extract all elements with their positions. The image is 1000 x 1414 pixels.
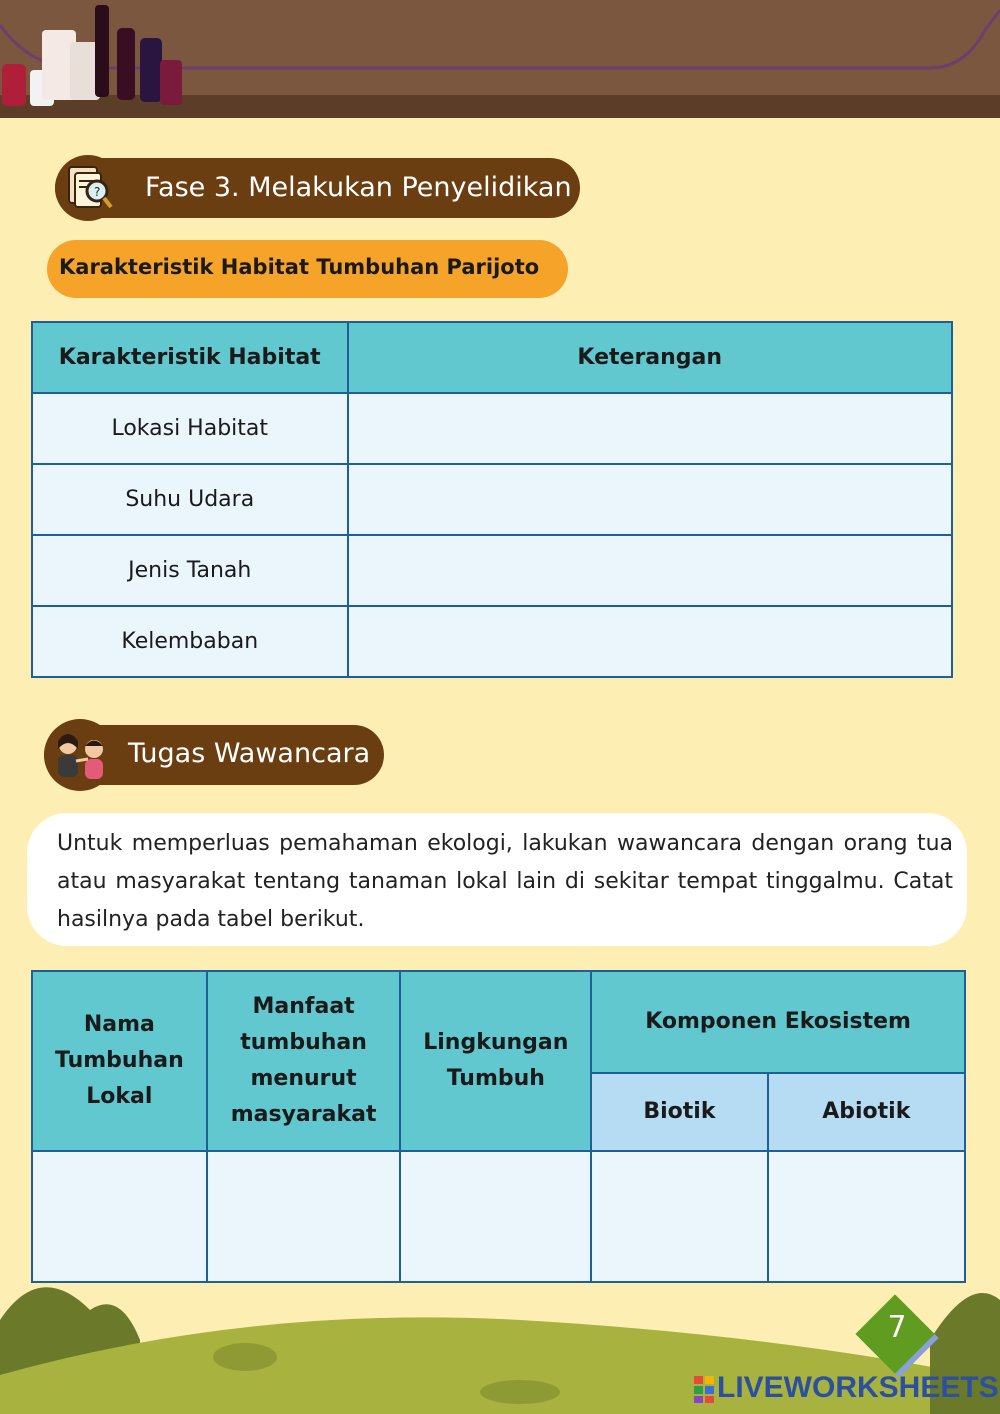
phase-title: Fase 3. Melakukan Penyelidikan: [145, 172, 572, 203]
column-header: Abiotik: [768, 1073, 965, 1151]
table-header-row: [32, 971, 965, 1073]
section-banner: [47, 240, 568, 298]
table-row: [32, 393, 952, 464]
answer-cell[interactable]: [348, 535, 953, 606]
table-row: [32, 606, 952, 677]
liveworksheets-logo-icon: [694, 1374, 716, 1404]
interview-table: [31, 970, 966, 1283]
answer-cell[interactable]: [348, 606, 953, 677]
answer-cell[interactable]: [32, 1151, 207, 1282]
answer-cell[interactable]: [348, 464, 953, 535]
interview-people-icon: [44, 719, 116, 791]
row-label: Lokasi Habitat: [32, 393, 348, 464]
column-header: Lingkungan Tumbuh: [400, 971, 591, 1151]
column-header: Nama Tumbuhan Lokal: [32, 971, 207, 1151]
column-header: Komponen Ekosistem: [591, 971, 965, 1073]
table-row: [32, 535, 952, 606]
page-number: 7: [887, 1310, 907, 1345]
table-header-row: [32, 322, 952, 393]
answer-cell[interactable]: [591, 1151, 767, 1282]
page-header: [0, 0, 1000, 118]
instruction-text: Untuk memperluas pemahaman ekologi, lakukan wawancara dengan orang tua atau masyarakat tentang tanaman lokal lain di sekitar tempat tinggalmu. Catat hasilnya pada tabel berikut.: [57, 831, 953, 932]
parijoto-products-image: [0, 0, 200, 118]
phase-banner: [55, 158, 580, 218]
investigation-icon: [55, 155, 121, 221]
habitat-table: [31, 321, 953, 678]
column-header: Keterangan: [348, 322, 953, 393]
column-header: Biotik: [591, 1073, 767, 1151]
svg-text:?: ?: [94, 185, 101, 199]
row-label: Kelembaban: [32, 606, 348, 677]
column-header: Karakteristik Habitat: [32, 322, 348, 393]
row-label: Suhu Udara: [32, 464, 348, 535]
answer-cell[interactable]: [400, 1151, 591, 1282]
brand-name: LIVEWORKSHEETS: [717, 1371, 999, 1404]
answer-cell[interactable]: [768, 1151, 965, 1282]
answer-cell[interactable]: [207, 1151, 401, 1282]
answer-cell[interactable]: [348, 393, 953, 464]
table-row: [32, 1151, 965, 1282]
column-header: Manfaat tumbuhan menurut masyarakat: [207, 971, 401, 1151]
interview-title: Tugas Wawancara: [128, 738, 371, 769]
interview-banner: [44, 725, 384, 785]
table-row: [32, 464, 952, 535]
row-label: Jenis Tanah: [32, 535, 348, 606]
instruction-box: [27, 813, 967, 946]
section-title: Karakteristik Habitat Tumbuhan Parijoto: [59, 255, 540, 279]
